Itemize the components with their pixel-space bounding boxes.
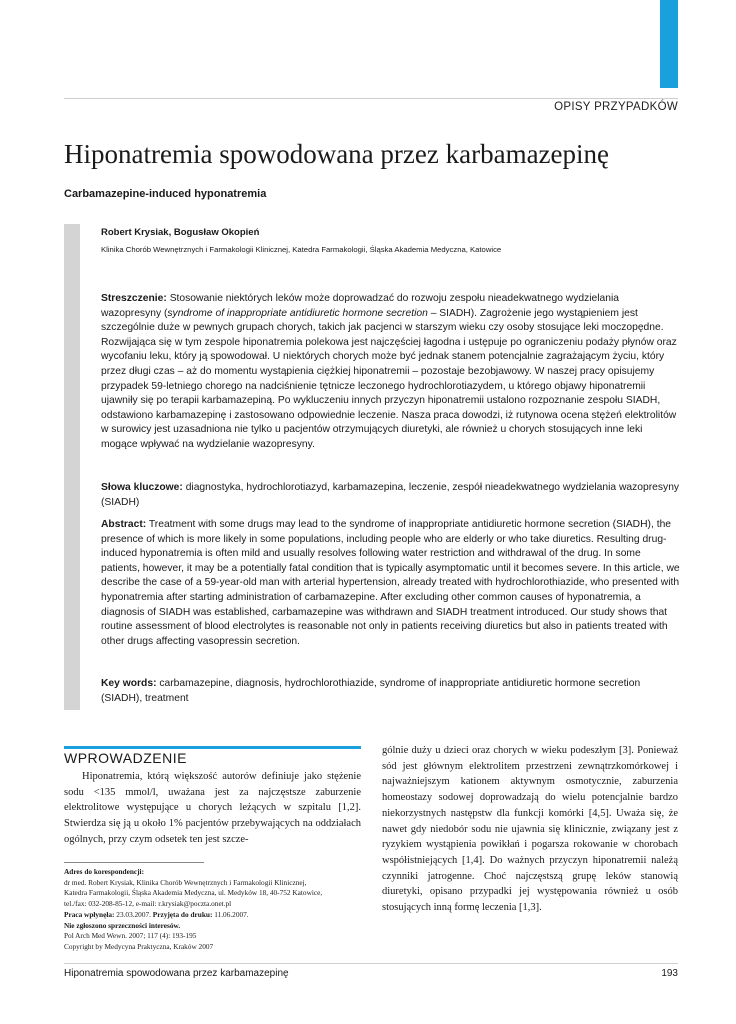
correspondence-divider [64,862,204,863]
streszczenie-text-after: – SIADH). Zagrożenie jego wystąpieniem jest szczególnie duże w pewnych grupach chorych, takich jak pacjenci w starszym wieku czy osoby stosujące leki moczopędne. Rozwijająca się w tym zespole hiponatremia polekowa jest najczęściej łagodna i ustępuje po ograniczeniu podaży płynów oraz wycofaniu leku, który ją spowodował. U niektórych chorych może być jednak stanem potencjalnie zagrażającym życiu, który przez długi czas – aż do momentu wystąpienia ciężkiej hiponatremii – pozostaje bezobjawowy. W naszej pracy opisujemy przypadek 59-letniego chorego na nadciśnienie tętnicze leczonego hydrochlorotiazydem, u którego objawy hiponatremii ujawniły się po terapii karbamazepiną. Po wykluczeniu innych przyczyn hiponatremii ustalono rozpoznanie zespołu SIADH, odstawiono karbamazepinę i zastosowano odpowiednie leczenie. Nasza praca dowodzi, iż rutynowa ocena stężeń elektrolitów w surowicy jest uzasadniona nie tylko u pacjentów otrzymujących diuretyki, ale również u chorych stosujących inne leki mogące wpływać na wydzielanie wazopresyny. [101,307,677,450]
accepted-value: 11.06.2007. [212,909,249,919]
key-words-text: carbamazepine, diagnosis, hydrochlorothiazide, syndrome of inappropriate antidiuretic hormone secretion (SIADH), treatment [101,678,641,704]
copyright: Copyright by Medycyna Praktyczna, Kraków 2007 [64,941,214,951]
conflict-statement: Nie zgłoszono sprzeczności interesów. [64,920,181,930]
streszczenie-term: syndrome of inappropriate antidiuretic hormone secretion [167,307,428,319]
streszczenie-paragraph [101,292,681,453]
header-divider [64,98,678,99]
body-text-left-column: Hiponatremia, którą większość autorów definiuje jako stężenie sodu <135 mmol/l, uważana jest za najczęstsze zaburzenie elektrolitowe występujące u chorych leżących w szpitalu [1,2]. Stwierdza się ją u około 1% pacjentów przebywających na oddziałach ogólnych, przy czym odsetek ten jest szcze- [64,771,361,845]
article-subtitle: Carbamazepine-induced hyponatremia [64,188,267,200]
abstract-text: Treatment with some drugs may lead to the syndrome of inappropriate antidiuretic hormone secretion (SIADH), the presence of which is more likely in some populations, including people who are elderly or who take diuretics. Resulting drug-induced hyponatremia is often mild and usually resolves following water restriction and withdrawal of the drug. In some patients, however, it may be a potentially fatal condition that is typically asymptomatic until it becomes severe. In this article, we describe the case of a 59-year-old man with arterial hypertension, already treated with hydrochlorothiazide, who presented with hyponatremia after starting administration of carbamazepine. After excluding other common causes of hyponatremia, a diagnosis of SIADH was established, carbamazepine was withdrawn and SIADH treatment introduced. Our study shows that routine assessment of blood electrolytes is reasonable not only in patients receiving diuretics but also in patients treated with other drugs affecting vasopressin secretion. [101,519,680,647]
abstract-paragraph [101,518,681,649]
streszczenie-label: Streszczenie: [101,293,167,304]
key-words-paragraph [101,677,681,706]
page-number: 193 [661,968,678,979]
section-label: OPISY PRZYPADKÓW [554,101,678,113]
section-heading-rule [64,746,361,749]
section-heading-wprowadzenie: WPROWADZENIE [64,750,187,766]
slowa-kluczowe-text: diagnostyka, hydrochlorotiazyd, karbamazepina, leczenie, zespół nieadekwatnego wydzielania wazopresyny (SIADH) [101,482,680,508]
correspondence-box [64,867,364,953]
received-value: 23.03.2007. [114,909,153,919]
abstract-label: Abstract: [101,519,147,530]
streszczenie-text-before: Stosowanie niektórych leków może doprowadzać do rozwoju zespołu nieadekwatnego wydzielania wazopresyny ( [101,293,620,319]
body-text-right-column: gólnie duży u dzieci oraz chorych w wieku podeszłym [3]. Ponieważ sód jest głównym elektrolitem przestrzeni zewnątrzkomórkowej i najważniejszym kationem aktywnym osmotycznie, zaburzenia homeostazy sodowej doprowadzają do wielu potencjalnie bardzo niekorzystnych następstw dla funkcji komórki [4,5]. Uważa się, że nawet gdy niedobór sodu nie ujawnia się klinicznie, związany jest z ryzykiem wystąpienia powikłań i pogarsza rokowanie w chorobach współistniejących [1,4]. Do ważnych przyczyn hiponatremii należą czynniki jatrogenne. Choć najczęstszą grupę leków stanowią diuretyki, opisano przypadki jej występowania również u osób stosujących inną formę leczenia [1,3]. [382,745,678,914]
correspondence-line-2: Katedra Farmakologii, Śląska Akademia Medyczna, ul. Medyków 18, 40-752 Katowice, [64,888,323,898]
authors: Robert Krysiak, Bogusław Okopień [101,227,260,238]
key-words-label: Key words: [101,678,157,689]
affiliation: Klinika Chorób Wewnętrznych i Farmakologii Klinicznej, Katedra Farmakologii, Śląska Akademia Medyczna, Katowice [101,245,502,254]
abstract-side-bar [64,224,80,710]
citation: Pol Arch Med Wewn. 2007; 117 (4): 193-195 [64,931,197,941]
article-title: Hiponatremia spowodowana przez karbamazepinę [64,139,610,169]
received-dates [64,910,364,921]
slowa-kluczowe-paragraph [101,481,681,510]
correspondence-line-1: dr med. Robert Krysiak, Klinika Chorób Wewnętrznych i Farmakologii Klinicznej, [64,877,307,887]
accepted-label: Przyjęta do druku: [152,909,213,919]
corner-accent-bar [660,0,678,88]
footer-running-title: Hiponatremia spowodowana przez karbamazepinę [64,968,289,979]
correspondence-line-3: tel./fax: 032-208-85-12, e-mail: r.krysiak@poczta.onet.pl [64,899,232,909]
received-label: Praca wpłynęła: [64,909,115,919]
footer-divider [64,963,678,964]
slowa-kluczowe-label: Słowa kluczowe: [101,482,183,493]
correspondence-heading: Adres do korespondencji: [64,867,145,876]
